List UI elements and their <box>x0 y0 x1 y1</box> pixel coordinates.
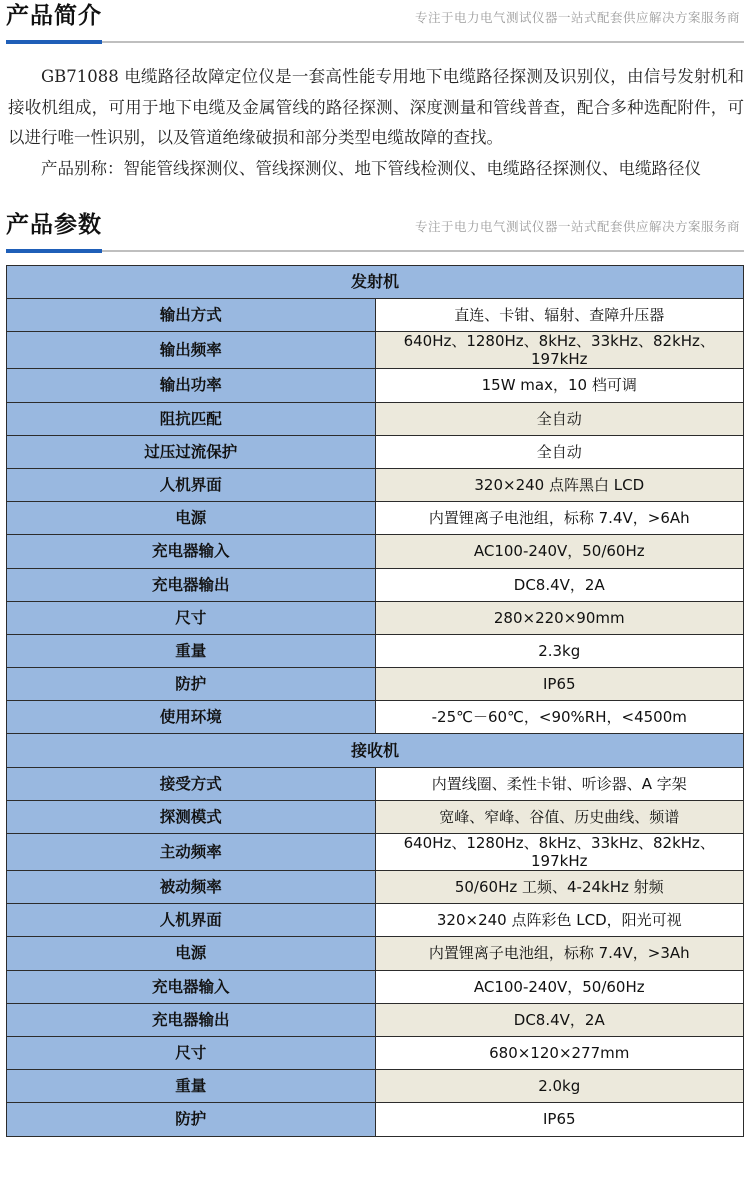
table-row <box>7 1070 744 1103</box>
spec-table <box>6 265 744 1137</box>
spec-value: AC100-240V，50/60Hz <box>375 970 744 1003</box>
spec-key: 主动频率 <box>7 834 376 871</box>
table-row <box>7 970 744 1003</box>
table-row <box>7 1103 744 1136</box>
intro-section-accent-bar <box>6 40 102 44</box>
table-row <box>7 601 744 634</box>
spec-value: 宽峰、窄峰、谷值、历史曲线、频谱 <box>375 800 744 833</box>
table-row <box>7 701 744 734</box>
spec-value: IP65 <box>375 668 744 701</box>
table-row <box>7 435 744 468</box>
table-row <box>7 502 744 535</box>
spec-key: 被动频率 <box>7 871 376 904</box>
spec-value: 640Hz、1280Hz、8kHz、33kHz、82kHz、197kHz <box>375 332 744 369</box>
spec-value: IP65 <box>375 1103 744 1136</box>
spec-key: 输出频率 <box>7 332 376 369</box>
spec-key: 探测模式 <box>7 800 376 833</box>
spec-key: 尺寸 <box>7 1036 376 1069</box>
spec-value: -25℃－60℃，<90%RH，<4500m <box>375 701 744 734</box>
intro-section-slogan: 专注于电力电气测试仪器一站式配套供应解决方案服务商 <box>414 10 740 25</box>
table-row <box>7 402 744 435</box>
spec-value: AC100-240V，50/60Hz <box>375 535 744 568</box>
spec-key: 尺寸 <box>7 601 376 634</box>
spec-table-body <box>7 266 744 1137</box>
spec-key: 防护 <box>7 668 376 701</box>
intro-paragraph-description: GB71088 电缆路径故障定位仪是一套高性能专用地下电缆路径探测及识别仪，由信号发射机和接收机组成，可用于地下电缆及金属管线的路径探测、深度测量和管线普查，配合多种选配附件，可以进行唯一性识别，以及管道绝缘破损和部分类型电缆故障的查找。 <box>8 67 744 147</box>
table-row <box>7 1036 744 1069</box>
table-row <box>7 332 744 369</box>
spec-value: 15W max，10 档可调 <box>375 369 744 402</box>
table-row <box>7 767 744 800</box>
receiver-heading: 接收机 <box>7 734 744 767</box>
spec-value: 全自动 <box>375 435 744 468</box>
table-row <box>7 535 744 568</box>
spec-key: 防护 <box>7 1103 376 1136</box>
spec-value: DC8.4V，2A <box>375 568 744 601</box>
table-row <box>7 668 744 701</box>
spec-key: 电源 <box>7 502 376 535</box>
table-row <box>7 369 744 402</box>
spec-key: 阻抗匹配 <box>7 402 376 435</box>
spec-value: 640Hz、1280Hz、8kHz、33kHz、82kHz、197kHz <box>375 834 744 871</box>
spec-key: 充电器输入 <box>7 970 376 1003</box>
intro-text <box>8 62 744 184</box>
intro-section-title: 产品简介 <box>6 3 102 29</box>
table-row <box>7 904 744 937</box>
spec-table-wrapper <box>6 265 744 1137</box>
spec-value: 全自动 <box>375 402 744 435</box>
table-row <box>7 468 744 501</box>
intro-paragraph-aliases: 产品别称：智能管线探测仪、管线探测仪、地下管线检测仪、电缆路径探测仪、电缆路径仪 <box>41 158 701 178</box>
table-row <box>7 634 744 667</box>
table-row <box>7 800 744 833</box>
spec-value: 2.0kg <box>375 1070 744 1103</box>
table-row <box>7 871 744 904</box>
spec-key: 人机界面 <box>7 904 376 937</box>
receiver-heading-row <box>7 734 744 767</box>
spec-key: 输出方式 <box>7 299 376 332</box>
spec-value: 直连、卡钳、辐射、查障升压器 <box>375 299 744 332</box>
spec-value: 内置锂离子电池组，标称 7.4V，>3Ah <box>375 937 744 970</box>
table-row <box>7 937 744 970</box>
spec-key: 重量 <box>7 1070 376 1103</box>
spec-value: DC8.4V，2A <box>375 1003 744 1036</box>
transmitter-heading: 发射机 <box>7 266 744 299</box>
intro-section-divider <box>6 41 744 43</box>
spec-key: 重量 <box>7 634 376 667</box>
table-row <box>7 834 744 871</box>
transmitter-heading-row <box>7 266 744 299</box>
spec-key: 充电器输出 <box>7 568 376 601</box>
spec-key: 电源 <box>7 937 376 970</box>
spec-key: 使用环境 <box>7 701 376 734</box>
params-section-title: 产品参数 <box>6 212 102 238</box>
spec-value: 内置锂离子电池组，标称 7.4V，>6Ah <box>375 502 744 535</box>
table-row <box>7 299 744 332</box>
spec-key: 输出功率 <box>7 369 376 402</box>
spec-key: 接受方式 <box>7 767 376 800</box>
spec-value: 280×220×90mm <box>375 601 744 634</box>
spec-key: 过压过流保护 <box>7 435 376 468</box>
spec-key: 充电器输出 <box>7 1003 376 1036</box>
spec-value: 320×240 点阵彩色 LCD，阳光可视 <box>375 904 744 937</box>
spec-key: 充电器输入 <box>7 535 376 568</box>
params-section-slogan: 专注于电力电气测试仪器一站式配套供应解决方案服务商 <box>414 219 740 234</box>
intro-section-header <box>6 0 744 44</box>
table-row <box>7 568 744 601</box>
params-section-divider <box>6 250 744 252</box>
params-section-header <box>6 209 744 253</box>
spec-key: 人机界面 <box>7 468 376 501</box>
spec-value: 320×240 点阵黑白 LCD <box>375 468 744 501</box>
spec-value: 2.3kg <box>375 634 744 667</box>
table-row <box>7 1003 744 1036</box>
params-section-accent-bar <box>6 249 102 253</box>
spec-value: 50/60Hz 工频、4-24kHz 射频 <box>375 871 744 904</box>
spec-value: 内置线圈、柔性卡钳、听诊器、A 字架 <box>375 767 744 800</box>
spec-value: 680×120×277mm <box>375 1036 744 1069</box>
